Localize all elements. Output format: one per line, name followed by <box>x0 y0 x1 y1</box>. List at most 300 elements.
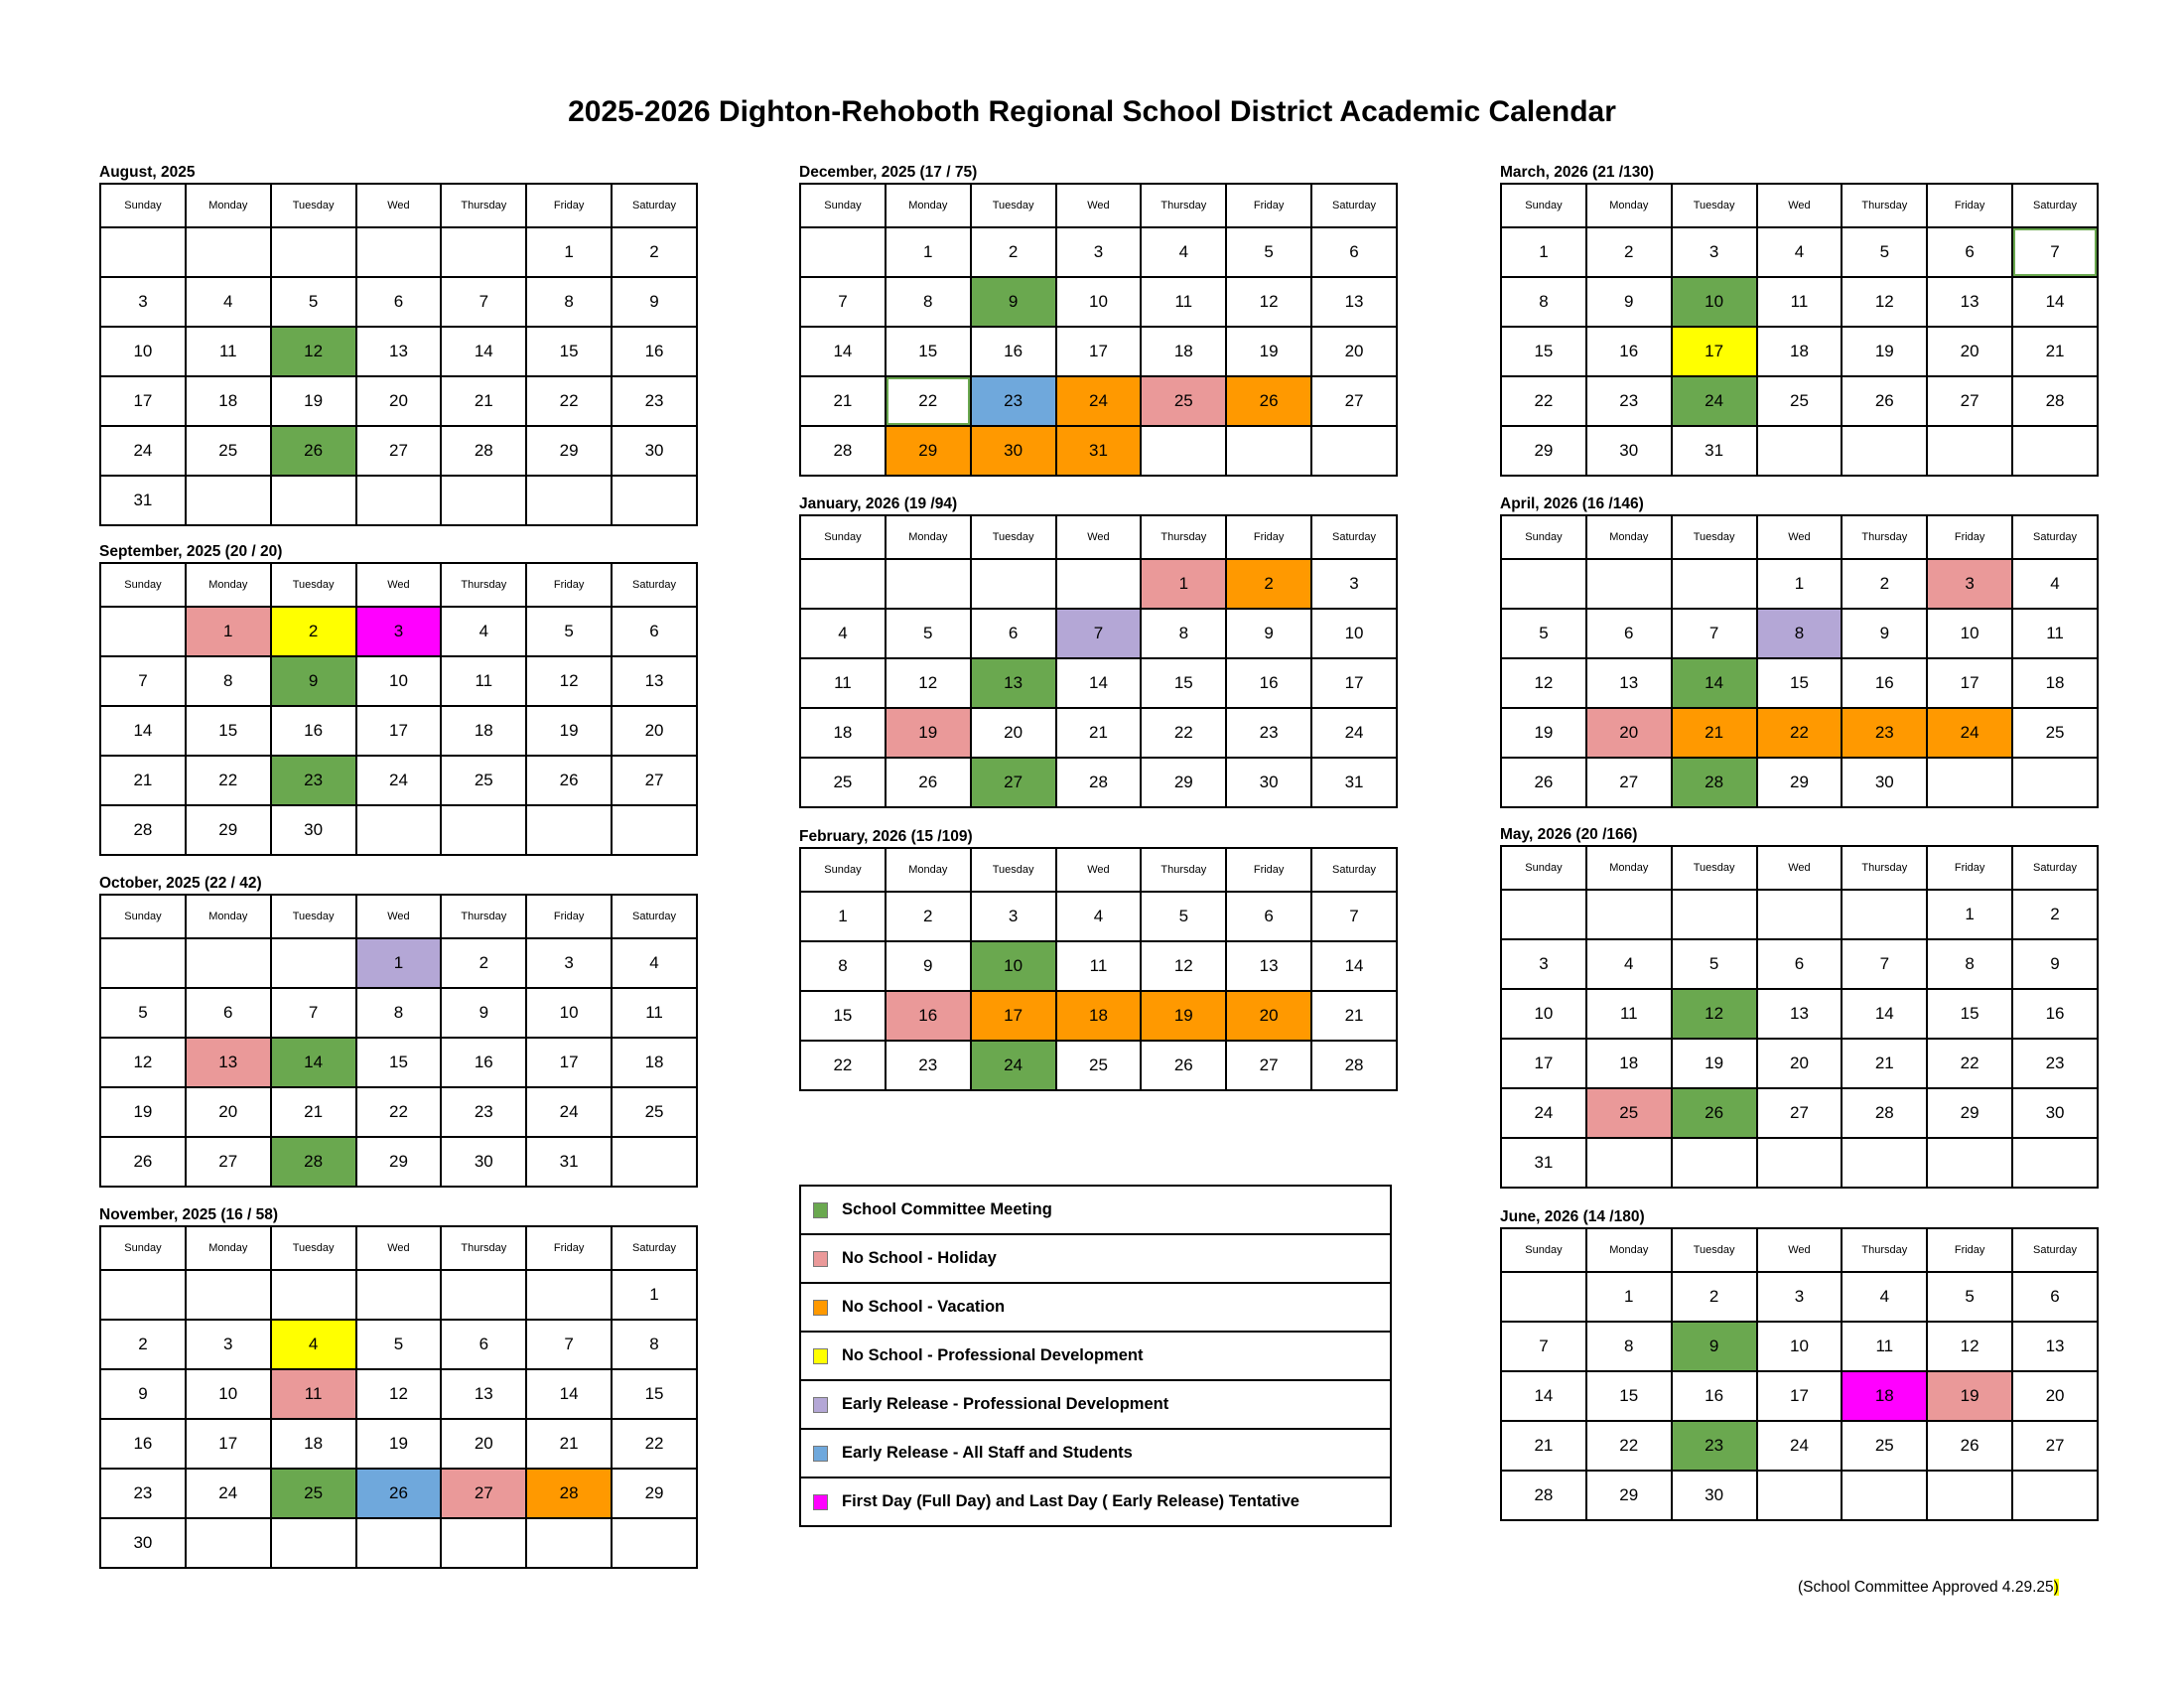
day-cell: 17 <box>1501 1039 1586 1088</box>
weekday-header: Tuesday <box>1672 1228 1757 1272</box>
day-cell: 29 <box>1501 426 1586 476</box>
day-cell: 23 <box>1226 708 1311 758</box>
weekday-header: Monday <box>186 184 271 227</box>
week-row <box>100 277 697 327</box>
day-cell: 11 <box>186 327 271 376</box>
week-row <box>100 607 697 656</box>
empty-day-cell <box>1927 758 2012 807</box>
week-row <box>100 1518 697 1568</box>
empty-day-cell <box>1056 559 1142 609</box>
month-table <box>1500 845 2099 1189</box>
day-cell: 25 <box>612 1087 697 1137</box>
day-cell: 4 <box>1842 1272 1927 1322</box>
month-title: March, 2026 (21 /130) <box>1500 164 1655 181</box>
week-row <box>1501 1272 2098 1322</box>
weekday-header: Sunday <box>1501 846 1586 890</box>
day-cell: 1 <box>1586 1272 1672 1322</box>
empty-day-cell <box>1226 426 1311 476</box>
day-cell: 20 <box>971 708 1056 758</box>
day-cell: 5 <box>1226 227 1311 277</box>
day-cell: 6 <box>1586 609 1672 658</box>
day-cell: 24 <box>1056 376 1142 426</box>
weekday-header: Thursday <box>1141 848 1226 892</box>
day-cell: 5 <box>1927 1272 2012 1322</box>
day-cell: 27 <box>1311 376 1397 426</box>
weekday-header: Monday <box>1586 846 1672 890</box>
empty-day-cell <box>612 476 697 525</box>
week-row <box>800 658 1397 708</box>
empty-day-cell <box>356 476 442 525</box>
empty-day-cell <box>356 1518 442 1568</box>
week-row <box>800 941 1397 991</box>
day-cell: 26 <box>1672 1088 1757 1138</box>
day-cell: 15 <box>1757 658 1843 708</box>
month-table <box>99 562 698 856</box>
legend-label: No School - Professional Development <box>842 1346 1144 1364</box>
week-row <box>1501 658 2098 708</box>
day-cell: 1 <box>612 1270 697 1320</box>
week-row <box>100 426 697 476</box>
day-cell: 1 <box>186 607 271 656</box>
day-cell: 29 <box>1757 758 1843 807</box>
week-row <box>800 991 1397 1041</box>
empty-day-cell <box>356 1270 442 1320</box>
day-cell: 10 <box>1672 277 1757 327</box>
weekday-header: Monday <box>1586 1228 1672 1272</box>
weekday-header: Tuesday <box>1672 846 1757 890</box>
weekday-header: Tuesday <box>971 848 1056 892</box>
empty-day-cell <box>441 805 526 855</box>
week-row <box>1501 327 2098 376</box>
day-cell: 25 <box>1842 1421 1927 1471</box>
day-cell: 13 <box>971 658 1056 708</box>
day-cell: 22 <box>1586 1421 1672 1471</box>
day-cell: 10 <box>1501 989 1586 1039</box>
day-cell: 27 <box>1927 376 2012 426</box>
week-row <box>100 1137 697 1187</box>
week-row <box>1501 1138 2098 1188</box>
day-cell: 1 <box>886 227 971 277</box>
weekday-header: Saturday <box>612 563 697 607</box>
day-cell: 21 <box>800 376 886 426</box>
month-may-2026 <box>1500 826 2099 1189</box>
day-cell: 17 <box>100 376 186 426</box>
day-cell: 21 <box>1056 708 1142 758</box>
week-row <box>100 938 697 988</box>
weekday-header: Monday <box>886 515 971 559</box>
day-cell: 12 <box>1927 1322 2012 1371</box>
day-cell: 8 <box>1927 939 2012 989</box>
month-title: May, 2026 (20 /166) <box>1500 826 1638 843</box>
day-cell: 19 <box>1501 708 1586 758</box>
day-cell: 25 <box>1586 1088 1672 1138</box>
day-cell: 9 <box>271 656 356 706</box>
weekday-header: Friday <box>1226 184 1311 227</box>
day-cell: 20 <box>1927 327 2012 376</box>
day-cell: 31 <box>526 1137 612 1187</box>
day-cell: 11 <box>271 1369 356 1419</box>
day-cell: 19 <box>356 1419 442 1469</box>
day-cell: 29 <box>1141 758 1226 807</box>
day-cell: 22 <box>800 1041 886 1090</box>
day-cell: 22 <box>1141 708 1226 758</box>
day-cell: 31 <box>1672 426 1757 476</box>
day-cell: 17 <box>971 991 1056 1041</box>
month-jan-2026 <box>799 495 1398 808</box>
day-cell: 1 <box>1501 227 1586 277</box>
weekday-header: Sunday <box>1501 515 1586 559</box>
day-cell: 12 <box>100 1038 186 1087</box>
weekday-header: Monday <box>886 184 971 227</box>
month-table <box>1500 514 2099 808</box>
week-row <box>100 656 697 706</box>
legend-item-first-last-day <box>800 1477 1391 1526</box>
month-dec-2025 <box>799 164 1398 477</box>
day-cell: 16 <box>2012 989 2098 1039</box>
day-cell: 2 <box>886 892 971 941</box>
week-row <box>800 227 1397 277</box>
day-cell: 22 <box>612 1419 697 1469</box>
day-cell: 8 <box>800 941 886 991</box>
day-cell: 29 <box>1927 1088 2012 1138</box>
day-cell: 27 <box>1757 1088 1843 1138</box>
day-cell: 21 <box>1842 1039 1927 1088</box>
month-table <box>799 847 1398 1091</box>
day-cell: 7 <box>441 277 526 327</box>
day-cell: 4 <box>1056 892 1142 941</box>
day-cell: 2 <box>1586 227 1672 277</box>
day-cell: 26 <box>1501 758 1586 807</box>
day-cell: 13 <box>1226 941 1311 991</box>
month-aug-2025 <box>99 164 698 526</box>
empty-day-cell <box>1672 890 1757 939</box>
weekday-header: Monday <box>886 848 971 892</box>
week-row <box>100 327 697 376</box>
day-cell: 11 <box>612 988 697 1038</box>
day-cell: 8 <box>1501 277 1586 327</box>
month-table <box>99 1225 698 1569</box>
day-cell: 26 <box>100 1137 186 1187</box>
day-cell: 20 <box>441 1419 526 1469</box>
legend-label: No School - Holiday <box>842 1249 997 1267</box>
empty-day-cell <box>1927 1138 2012 1188</box>
day-cell: 9 <box>2012 939 2098 989</box>
weekday-header: Wed <box>356 184 442 227</box>
weekday-header: Sunday <box>800 848 886 892</box>
day-cell: 11 <box>1842 1322 1927 1371</box>
day-cell: 7 <box>100 656 186 706</box>
month-table <box>99 183 698 526</box>
day-cell: 18 <box>441 706 526 756</box>
weekday-header: Saturday <box>2012 184 2098 227</box>
legend-item-holiday <box>800 1234 1391 1283</box>
week-row <box>100 1419 697 1469</box>
day-cell: 23 <box>2012 1039 2098 1088</box>
day-cell: 6 <box>1927 227 2012 277</box>
week-row <box>800 277 1397 327</box>
day-cell: 20 <box>186 1087 271 1137</box>
day-cell: 27 <box>1226 1041 1311 1090</box>
weekday-header: Monday <box>186 1226 271 1270</box>
weekday-header: Friday <box>526 1226 612 1270</box>
approval-close: ) <box>2053 1579 2059 1596</box>
month-title: January, 2026 (19 /94) <box>799 495 958 512</box>
day-cell: 2 <box>441 938 526 988</box>
day-cell: 28 <box>1501 1471 1586 1520</box>
day-cell: 8 <box>886 277 971 327</box>
day-cell: 13 <box>1927 277 2012 327</box>
weekday-header: Tuesday <box>271 895 356 938</box>
weekday-header: Thursday <box>1842 184 1927 227</box>
day-cell: 11 <box>1757 277 1843 327</box>
day-cell: 3 <box>1672 227 1757 277</box>
empty-day-cell <box>100 1270 186 1320</box>
day-cell: 10 <box>526 988 612 1038</box>
day-cell: 13 <box>1586 658 1672 708</box>
day-cell: 26 <box>1226 376 1311 426</box>
day-cell: 19 <box>1141 991 1226 1041</box>
day-cell: 17 <box>1927 658 2012 708</box>
day-cell: 21 <box>1501 1421 1586 1471</box>
day-cell: 10 <box>186 1369 271 1419</box>
week-row <box>800 892 1397 941</box>
day-cell: 15 <box>886 327 971 376</box>
empty-day-cell <box>271 227 356 277</box>
day-cell: 28 <box>1672 758 1757 807</box>
day-cell: 9 <box>612 277 697 327</box>
weekday-header: Monday <box>186 895 271 938</box>
day-cell: 15 <box>1501 327 1586 376</box>
empty-day-cell <box>1927 1471 2012 1520</box>
day-cell: 3 <box>186 1320 271 1369</box>
day-cell: 3 <box>1311 559 1397 609</box>
empty-day-cell <box>526 476 612 525</box>
empty-day-cell <box>186 227 271 277</box>
day-cell: 18 <box>1757 327 1843 376</box>
empty-day-cell <box>2012 1471 2098 1520</box>
day-cell: 18 <box>186 376 271 426</box>
day-cell: 19 <box>1226 327 1311 376</box>
day-cell: 6 <box>2012 1272 2098 1322</box>
day-cell: 28 <box>800 426 886 476</box>
day-cell: 23 <box>886 1041 971 1090</box>
day-cell: 17 <box>526 1038 612 1087</box>
day-cell: 25 <box>1141 376 1226 426</box>
day-cell: 26 <box>886 758 971 807</box>
day-cell: 24 <box>1501 1088 1586 1138</box>
day-cell: 15 <box>612 1369 697 1419</box>
day-cell: 31 <box>1311 758 1397 807</box>
legend-item-vacation <box>800 1283 1391 1332</box>
day-cell: 9 <box>1586 277 1672 327</box>
day-cell: 8 <box>612 1320 697 1369</box>
day-cell: 19 <box>526 706 612 756</box>
day-cell: 11 <box>2012 609 2098 658</box>
day-cell: 8 <box>526 277 612 327</box>
day-cell: 3 <box>356 607 442 656</box>
month-feb-2026 <box>799 828 1398 1091</box>
day-cell: 10 <box>1311 609 1397 658</box>
day-cell: 7 <box>1842 939 1927 989</box>
weekday-header: Friday <box>1927 846 2012 890</box>
day-cell: 13 <box>2012 1322 2098 1371</box>
weekday-header: Saturday <box>2012 846 2098 890</box>
day-cell: 13 <box>441 1369 526 1419</box>
week-row <box>100 1038 697 1087</box>
month-table <box>99 894 698 1188</box>
month-table <box>799 514 1398 808</box>
day-cell: 22 <box>1927 1039 2012 1088</box>
day-cell: 20 <box>612 706 697 756</box>
day-cell: 27 <box>2012 1421 2098 1471</box>
day-cell: 7 <box>526 1320 612 1369</box>
day-cell: 30 <box>971 426 1056 476</box>
day-cell: 11 <box>1056 941 1142 991</box>
week-row <box>100 706 697 756</box>
day-cell: 12 <box>1501 658 1586 708</box>
month-title: September, 2025 (20 / 20) <box>99 543 283 560</box>
day-cell: 1 <box>1757 559 1843 609</box>
empty-day-cell <box>441 1518 526 1568</box>
day-cell: 27 <box>612 756 697 805</box>
month-sep-2025 <box>99 543 698 856</box>
month-title: August, 2025 <box>99 164 196 181</box>
day-cell: 27 <box>1586 758 1672 807</box>
weekday-header: Wed <box>1056 848 1142 892</box>
day-cell: 23 <box>1586 376 1672 426</box>
day-cell: 24 <box>1927 708 2012 758</box>
weekday-header: Tuesday <box>1672 184 1757 227</box>
weekday-header: Thursday <box>1842 1228 1927 1272</box>
legend-item-early-release-all <box>800 1429 1391 1477</box>
day-cell: 7 <box>1056 609 1142 658</box>
day-cell: 2 <box>271 607 356 656</box>
week-row <box>1501 890 2098 939</box>
legend-swatch <box>813 1494 828 1510</box>
week-row <box>1501 1371 2098 1421</box>
day-cell: 24 <box>526 1087 612 1137</box>
day-cell: 16 <box>441 1038 526 1087</box>
month-title: December, 2025 (17 / 75) <box>799 164 978 181</box>
day-cell: 24 <box>100 426 186 476</box>
week-row <box>100 227 697 277</box>
weekday-header: Thursday <box>441 895 526 938</box>
day-cell: 18 <box>1141 327 1226 376</box>
week-row <box>100 805 697 855</box>
day-cell: 10 <box>1056 277 1142 327</box>
day-cell: 14 <box>271 1038 356 1087</box>
day-cell: 3 <box>1501 939 1586 989</box>
day-cell: 15 <box>186 706 271 756</box>
day-cell: 14 <box>526 1369 612 1419</box>
empty-day-cell <box>441 476 526 525</box>
day-cell: 9 <box>1672 1322 1757 1371</box>
empty-day-cell <box>441 1270 526 1320</box>
day-cell: 24 <box>1757 1421 1843 1471</box>
day-cell: 23 <box>271 756 356 805</box>
legend-swatch <box>813 1251 828 1267</box>
weekday-header: Wed <box>1757 846 1843 890</box>
weekday-header: Sunday <box>1501 184 1586 227</box>
week-row <box>1501 708 2098 758</box>
day-cell: 6 <box>1757 939 1843 989</box>
day-cell: 22 <box>526 376 612 426</box>
day-cell: 10 <box>1927 609 2012 658</box>
weekday-header: Thursday <box>441 184 526 227</box>
weekday-header: Friday <box>1226 515 1311 559</box>
week-row <box>800 609 1397 658</box>
empty-day-cell <box>1672 1138 1757 1188</box>
weekday-header: Friday <box>1226 848 1311 892</box>
day-cell: 12 <box>1226 277 1311 327</box>
day-cell: 8 <box>1586 1322 1672 1371</box>
week-row <box>100 1270 697 1320</box>
day-cell: 3 <box>1056 227 1142 277</box>
weekday-header: Tuesday <box>971 515 1056 559</box>
week-row <box>1501 609 2098 658</box>
day-cell: 7 <box>271 988 356 1038</box>
day-cell: 27 <box>971 758 1056 807</box>
day-cell: 5 <box>271 277 356 327</box>
day-cell: 6 <box>356 277 442 327</box>
weekday-header: Friday <box>526 184 612 227</box>
day-cell: 21 <box>1311 991 1397 1041</box>
day-cell: 14 <box>800 327 886 376</box>
legend-label: Early Release - All Staff and Students <box>842 1444 1133 1462</box>
day-cell: 21 <box>271 1087 356 1137</box>
empty-day-cell <box>186 476 271 525</box>
day-cell: 20 <box>1311 327 1397 376</box>
weekday-header: Saturday <box>612 1226 697 1270</box>
day-cell: 25 <box>441 756 526 805</box>
day-cell: 20 <box>356 376 442 426</box>
day-cell: 21 <box>2012 327 2098 376</box>
week-row <box>1501 559 2098 609</box>
weekday-header: Saturday <box>2012 515 2098 559</box>
day-cell: 14 <box>1842 989 1927 1039</box>
day-cell: 14 <box>100 706 186 756</box>
empty-day-cell <box>800 559 886 609</box>
day-cell: 30 <box>1842 758 1927 807</box>
empty-day-cell <box>612 1137 697 1187</box>
day-cell: 17 <box>1311 658 1397 708</box>
day-cell: 19 <box>886 708 971 758</box>
day-cell: 15 <box>1586 1371 1672 1421</box>
day-cell: 25 <box>2012 708 2098 758</box>
day-cell: 24 <box>1672 376 1757 426</box>
empty-day-cell <box>1501 890 1586 939</box>
day-cell: 29 <box>1586 1471 1672 1520</box>
day-cell: 23 <box>971 376 1056 426</box>
day-cell: 5 <box>356 1320 442 1369</box>
day-cell: 31 <box>1056 426 1142 476</box>
day-cell: 28 <box>1056 758 1142 807</box>
empty-day-cell <box>1501 559 1586 609</box>
day-cell: 18 <box>1056 991 1142 1041</box>
week-row <box>1501 376 2098 426</box>
day-cell: 27 <box>356 426 442 476</box>
weekday-header: Saturday <box>1311 184 1397 227</box>
empty-day-cell <box>526 805 612 855</box>
empty-day-cell <box>526 1518 612 1568</box>
day-cell: 12 <box>886 658 971 708</box>
month-table <box>799 183 1398 477</box>
day-cell: 30 <box>441 1137 526 1187</box>
month-title: April, 2026 (16 /146) <box>1500 495 1644 512</box>
empty-day-cell <box>186 1518 271 1568</box>
day-cell: 3 <box>1927 559 2012 609</box>
weekday-header: Thursday <box>1842 515 1927 559</box>
